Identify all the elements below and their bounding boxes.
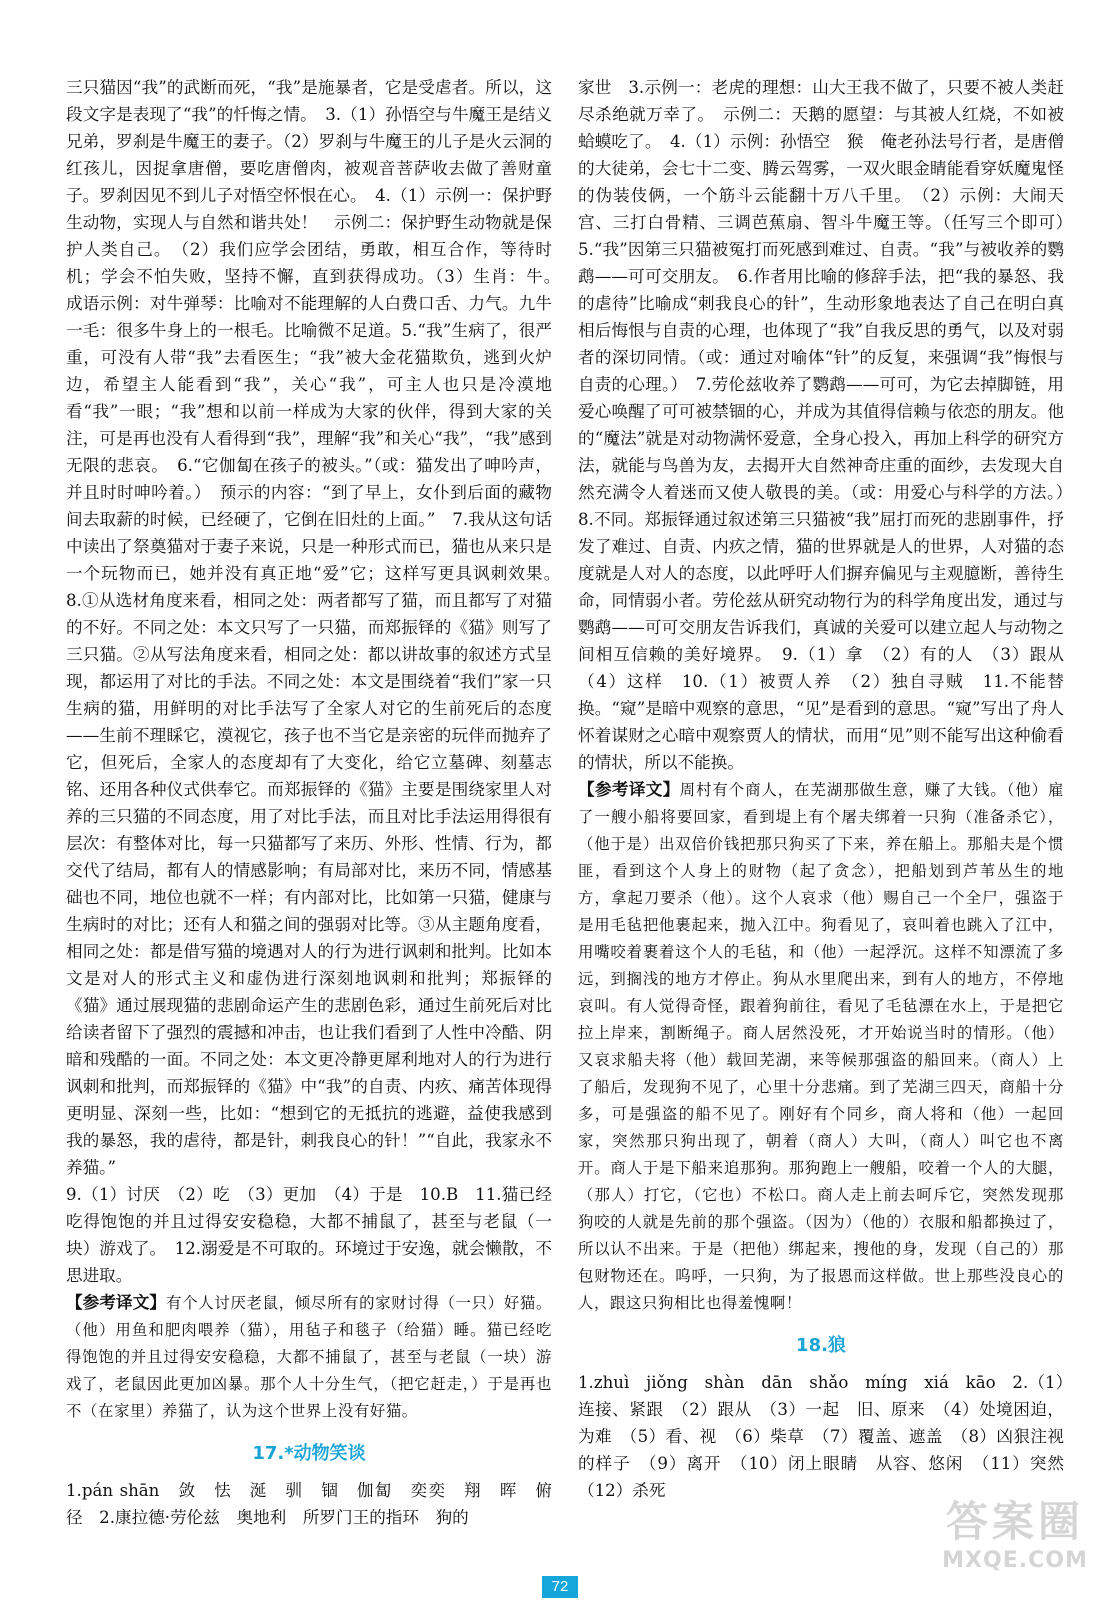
left-column [66,74,569,1531]
left-answers-text-3: 1.pán shān 敛 怯 涎 驯 锢 伽匐 奕奕 翔 晖 俯 径 2.康拉德·劳伦兹 奥地利 所罗门王的指环 狗的 [66,1481,569,1527]
left-answers-text-2: 9.（1）讨厌 （2）吃 （3）更加 （4）于是 10.B 11.猫已经吃得饱饱的并且过得安安稳稳，大都不捕鼠了，甚至与老鼠（一块）游戏了。 12.溺爱是不可取的。环境过于安逸，就会懒散，不思进取。 [66,1185,552,1285]
right-reference-translation [578,776,1064,1317]
right-answers-text: 家世 3.示例一：老虎的理想：山大王我不做了，只要不被人类赶尽杀绝就万幸了。 示例二：天鹅的愿望：与其被人红烧，不如被蛤蟆吃了。 4.（1）示例：孙悟空 猴 俺老孙法号行者，是唐僧的大徒弟，会七十二变、腾云驾雾，一双火眼金睛能看穿妖魔鬼怪的伪装伎俩，一个筋斗云能翻十万八千里。 （2）示例：大闹天宫、三打白骨精、三调芭蕉扇、智斗牛魔王等。（任写三个即可） 5.“我”因第三只猫被冤打而死感到难过、自责。“我”与被收养的鹦鹉——可可交朋友。 6.作者用比喻的修辞手法，把“我的暴怒、我的虐待”比喻成“刺我良心的针”，生动形象地表达了自己在明白真相后悔恨与自责的心理，也体现了“我”自我反思的勇气，以及对弱者的深切同情。（或：通过对喻体“针”的反复，来强调“我”悔恨与自责的心理。） 7.劳伦兹收养了鹦鹉——可可，为它去掉脚链，用爱心唤醒了可可被禁锢的心，并成为其值得信赖与依恋的朋友。他的“魔法”就是对动物满怀爱意，全身心投入，再加上科学的研究方法，就能与鸟兽为友，去揭开大自然神奇庄重的面纱，去发现大自然充满令人着迷而又使人敬畏的美。（或：用爱心与科学的方法。） 8.不同。郑振铎通过叙述第三只猫被“我”屈打而死的悲剧事件，抒发了难过、自责、内疚之情，猫的世界就是人的世界，人对猫的态度就是人对人的态度，以此呼吁人们摒弃偏见与主观臆断，善待生命，同情弱小者。劳伦兹从研究动物行为的科学角度出发，通过与鹦鹉——可可交朋友告诉我们，真诚的关爱可以建立起人与动物之间相互信赖的美好境界。 9.（1）拿 （2）有的人 （3）跟从 （4）这样 10.（1）被贾人养 （2）独自寻贼 11.不能替换。“窥”是暗中观察的意思，“见”是看到的意思。“窥”写出了舟人怀着谋财之心暗中观察贾人的情状，而用“见”则不能写出这种偷看的情状，所以不能换。 [578,78,1081,772]
left-reference-translation [66,1289,552,1425]
section-heading-17: 17.*动物笑谈 [252,1443,366,1464]
page-number: 72 [542,1576,578,1598]
translation-tag: 【参考译文】 [578,779,680,799]
translation-body: 有个人讨厌老鼠，倾尽所有的家财讨得（一只）好猫。（他）用鱼和肥肉喂养（猫），用毡子和毯子（给猫）睡。猫已经吃得饱饱的并且过得安安稳稳，大都不捕鼠了，甚至与老鼠（一块）游戏了，老鼠因此更加凶暴。那个人十分生气，（把它赶走，）于是再也不（在家里）养猫了，认为这个世界上没有好猫。 [66,1294,553,1420]
left-answers-text: 三只猫因“我”的武断而死，“我”是施暴者，它是受虐者。所以，这段文字是表现了“我”的忏悔之情。 3.（1）孙悟空与牛魔王是结义兄弟，罗刹是牛魔王的妻子。（2）罗刹与牛魔王的儿子是火云洞的红孩儿，因捉拿唐僧，要吃唐僧肉，被观音菩萨收去做了善财童子。罗刹因见不到儿子对悟空怀恨在心。 4.（1）示例一：保护野生动物，实现人与自然和谐共处！ 示例二：保护野生动物就是保护人类自己。 （2）我们应学会团结，勇敢，相互合作，等待时机；学会不怕失败，坚持不懈，直到获得成功。（3）生肖：牛。 成语示例：对牛弹琴：比喻对不能理解的人白费口舌、力气。九牛一毛：很多牛身上的一根毛。比喻微不足道。5.“我”生病了，很严重，可没有人带“我”去看医生；“我”被大金花猫欺负，逃到火炉边，希望主人能看到“我”，关心“我”，可主人也只是冷漠地看“我”一眼；“我”想和以前一样成为大家的伙伴，得到大家的关注，可是再也没有人看得到“我”，理解“我”和关心“我”，“我”感到无限的悲哀。 6.“它伽匐在孩子的被头。”（或：猫发出了呻吟声，并且时时呻吟着。） 预示的内容：“到了早上，女仆到后面的藏物间去取薪的时候，已经硬了，它倒在旧灶的上面。” 7.我从这句话中读出了祭奠猫对于妻子来说，只是一种形式而已，猫也从来只是一个玩物而已，她并没有真正地“爱”它；这样写更具讽刺效果。 8.①从选材角度来看，相同之处：两者都写了猫，而且都写了对猫的不好。不同之处：本文只写了一只猫，而郑振铎的《猫》则写了三只猫。②从写法角度来看，相同之处：都以讲故事的叙述方式呈现，都运用了对比的手法。不同之处：本文是围绕着“我们”家一只生病的猫，用鲜明的对比手法写了全家人对它的生前死后的态度——生前不理睬它，漠视它，孩子也不当它是亲密的玩伴而抛弃了它，但死后，全家人的态度却有了大变化，给它立墓碑、刻墓志铭、还用各种仪式供奉它。而郑振铎的《猫》主要是围绕家里人对养的三只猫的不同态度，用了对比手法，而且对比手法运用得很有层次：有整体对比，每一只猫都写了来历、外形、性情、行为，都交代了结局，都有人的情感影响；有局部对比，来历不同，情感基础也不同，地位也就不一样；有内部对比，比如第一只猫，健康与生病时的对比；还有人和猫之间的强弱对比等。③从主题角度看，相同之处：都是借写猫的境遇对人的行为进行讽刺和批判。比如本文是对人的形式主义和虚伪进行深刻地讽刺和批判；郑振铎的《猫》通过展现猫的悲剧命运产生的悲剧色彩，通过生前死后对比给读者留下了强烈的震撼和冲击，也让我们看到了人性中冷酷、阴暗和残酷的一面。不同之处：本文更冷静更犀利地对人的行为进行讽刺和批判，而郑振铎的《猫》中“我”的自责、内疚、痛苦体现得更明显、深刻一些，比如：“想到它的无抵抗的逃避，益使我感到我的暴怒，我的虐待，都是针，刺我良心的针！”“自此，我家永不养猫。” [66,78,569,1177]
right-column [578,74,1081,1504]
watermark-logo [920,1496,1110,1596]
watermark-url: MXQE.COM [942,1548,1088,1573]
right-answers-text-2: 1.zhuì jiǒng shàn dān shǎo míng xiá kāo 2.（1）连接、紧跟 （2）跟从 （3）一起 旧、原来 （4）处境困迫，为难 （5）看、视 （6）柴草 （7）覆盖、遮盖 （8）凶狠注视的样子 （9）离开 （10）闭上眼睛 从容、悠闲 （11）突然 （12）杀死 [578,1373,1081,1500]
section-heading-18: 18.狼 [796,1335,846,1356]
translation-body: 周村有个商人，在芜湖那做生意，赚了大钱。（他）雇了一艘小船将要回家，看到堤上有个屠夫绑着一只狗（准备杀它），（他于是）出双倍价钱把那只狗买了下来，养在船上。那船夫是个惯匪，看到这个人身上的财物（起了贪念），把船划到芦苇丛生的地方，拿起刀要杀（他）。这个人哀求（他）赐自己一个全尸，强盗于是用毛毡把他裹起来，抛入江中。狗看见了，哀叫着也跳入了江中，用嘴咬着裹着这个人的毛毡，和（他）一起浮沉。这样不知漂流了多远，到搁浅的地方才停止。狗从水里爬出来，到有人的地方，不停地哀叫。有人觉得奇怪，跟着狗前往，看见了毛毡漂在水上，于是把它拉上岸来，割断绳子。商人居然没死，才开始说当时的情形。（他）又哀求船夫将（他）载回芜湖，来等候那强盗的船回来。（商人）上了船后，发现狗不见了，心里十分悲痛。到了芜湖三四天，商船十分多，可是强盗的船不见了。刚好有个同乡，商人将和（他）一起回家，突然那只狗出现了，朝着（商人）大叫，（商人）叫它也不离开。商人于是下船来追那狗。那狗跑上一艘船，咬着一个人的大腿，（那人）打它，（它也）不松口。商人走上前去呵斥它，突然发现那狗咬的人就是先前的那个强盗。（因为）（他的）衣服和船都换过了，所以认不出来。于是（把他）绑起来，搜他的身，发现（自己的）那包财物还在。呜呼，一只狗，为了报恩而这样做。世上那些没良心的人，跟这只狗相比也得羞愧啊！ [578,781,1065,1312]
watermark-main: 答案圈 [945,1497,1084,1546]
translation-tag: 【参考译文】 [66,1292,167,1312]
